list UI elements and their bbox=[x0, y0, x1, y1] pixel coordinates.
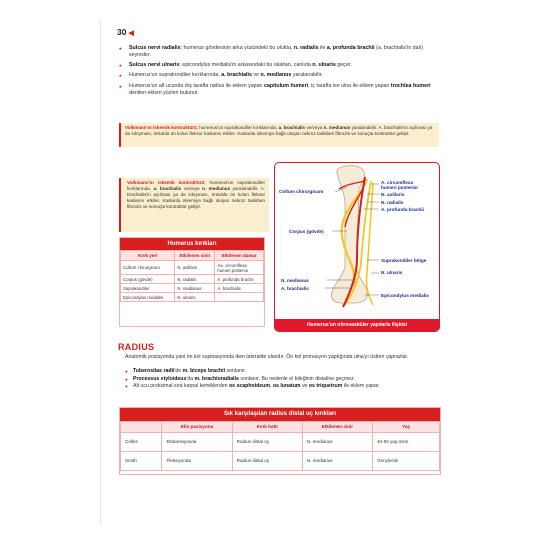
table-cell: Epicondylus medialis bbox=[121, 293, 175, 302]
table-cell: Radius distal uç bbox=[232, 433, 302, 452]
table-cell: N. axillaris bbox=[175, 261, 215, 275]
table-cell: Fleksiyonda bbox=[162, 452, 232, 471]
table-cell: Ekstansiyonda bbox=[162, 433, 232, 452]
page-margin-line bbox=[100, 20, 101, 525]
table-cell: N. medianus bbox=[302, 452, 372, 471]
humerus-bone-shape bbox=[331, 166, 367, 303]
table-cell: N. ulnaris bbox=[175, 293, 215, 302]
table-cell bbox=[215, 293, 264, 302]
bullet-item: ● Alt ucu proksimal sıra karpal kemiklerden os scaphoideum, os lunatum ve os triquetrum ile eklem yapar. bbox=[125, 383, 439, 390]
bullet-item: ● Humerus'un suprakondiler kırıklarında, a. brachialis ve n. medianus yaralanabilir. bbox=[119, 72, 439, 79]
column-header: Elin pozisyonu bbox=[162, 422, 232, 433]
column-header: Etkilenen sinir bbox=[302, 422, 372, 433]
table-cell: A. brachialis bbox=[215, 284, 264, 293]
humerus-fractures-table-box bbox=[119, 237, 265, 327]
column-header: Kırık yeri bbox=[121, 251, 175, 261]
label-n-medianus: N. medianus bbox=[281, 278, 309, 283]
table-cell: N. radialis bbox=[175, 275, 215, 284]
bullet-item: ● Sulcus nervi radialis; humerus gövdesinin arka yüzündeki bu oluktа, n. radialis ile a. profunda brachii (a. brachialis'in dalı) seyreder. bbox=[119, 45, 439, 59]
label-corpus: Corpus (gövde) bbox=[289, 229, 324, 234]
radius-heading: RADIUS bbox=[118, 342, 155, 352]
label-a-profunda-brachii: A. profunda brachii bbox=[381, 207, 424, 212]
column-header: Yaş bbox=[372, 422, 439, 433]
table-cell: Aa. circumflexa humeri posterior bbox=[215, 261, 264, 275]
volkmann-note-box-side: Volkmann'ın iskemik kontraktürü; humerus'un suprakondiler kırıklarında, a. brachialis ve/veya n. medianus yaralanabilir. A. brachialis'in açılması ya da sıkışması, önkolda ön kolun fleksor kaslarını etkiler. Kaslarda iskemiye bağlı oluşan nekroz taskiben fibrozis ve sonuçta kontraktür gelişir. bbox=[119, 178, 269, 232]
table-cell: 40-50 yaş üzeri bbox=[372, 433, 439, 452]
page-number: 30 ◀ bbox=[117, 27, 134, 37]
humerus-bullet-list bbox=[119, 45, 439, 100]
table-header-row bbox=[121, 422, 440, 433]
column-header: Etkilenen damar bbox=[215, 251, 264, 261]
radius-bullet-list bbox=[125, 368, 439, 391]
label-n-axillaris: N. axillaris bbox=[381, 192, 405, 197]
table-row bbox=[121, 261, 264, 275]
table-row bbox=[121, 284, 264, 293]
bullet-item: ● Tuberositas radii'de m. biceps brachii sonlanır. bbox=[125, 368, 439, 375]
humerus-neurovascular-figure bbox=[274, 162, 440, 332]
page-arrow-icon: ◀ bbox=[128, 30, 134, 37]
volkmann-note-box: Volkmann'ın iskemik kontraktürü; humerus'un suprakondiler kırıklarında, a. brachialis ve/veya n. medianus yaralanabilir. A. brachialis'in açılması ya da sıkışması, önkolda ön kolun fleksor kaslarını etkiler. Kaslarda iskemiye bağlı oluşan nekroz taskiben fibrozis ve sonuçta kontraktür gelişir. bbox=[119, 123, 439, 147]
figure-caption: Humerus'un nörovasküler yapılarla ilişkisi bbox=[275, 319, 439, 331]
table-cell: Smith bbox=[121, 452, 162, 471]
bullet-item: ● Humerus'un alt ucunda dış tarafta radius ile eklem yapan capitulum humeri, iç tarafta ise ulna ile eklem yapan trochlea humeri denilen eklem yüzleri bulunur. bbox=[119, 83, 439, 97]
table-cell: Colles bbox=[121, 433, 162, 452]
table-cell: Corpus (gövde) bbox=[121, 275, 175, 284]
humerus-table-title: Humerus kırıkları bbox=[120, 238, 264, 250]
label-collum-chirurgicum: Collum chirurgicum bbox=[279, 189, 324, 194]
table-header-row bbox=[121, 251, 264, 261]
label-circumflexa: A. circumflexa humeri posterior bbox=[381, 180, 419, 190]
bullet-item: ● Sulcus nervi ulnaris; epicondylus medialis'in arkasındaki bu oluktan, canlıda n. ulnaris geçer. bbox=[119, 62, 439, 69]
table-row bbox=[121, 275, 264, 284]
column-header: Kırık hattı bbox=[232, 422, 302, 433]
column-header: Etkilenen sinir bbox=[175, 251, 215, 261]
column-header bbox=[121, 422, 162, 433]
table-cell: Collum chirurgicum bbox=[121, 261, 175, 275]
table-row bbox=[121, 433, 440, 452]
table-row bbox=[121, 293, 264, 302]
radius-fractures-table bbox=[120, 421, 440, 471]
table-row bbox=[121, 452, 440, 471]
radius-table-title: Sık karşılaşılan radius distal uç kırıkları bbox=[120, 408, 440, 421]
label-suprakondiler: Suprakondiler bölge bbox=[381, 258, 427, 263]
table-cell: N. medianus bbox=[175, 284, 215, 293]
table-cell: Radius distal uç bbox=[232, 452, 302, 471]
humerus-fractures-table bbox=[120, 250, 264, 302]
table-cell: A. profunda brachii bbox=[215, 275, 264, 284]
table-cell: Gençlerde bbox=[372, 452, 439, 471]
label-a-brachialis: A. brachialis bbox=[281, 286, 309, 291]
radius-paragraph: Anatomik pozisyonda yani ön kol supinasyonda iken lateralde olandır. Ön kol pronasyon yaptığında ulna'yı üstten çaprazlar. bbox=[125, 354, 409, 360]
label-epicondylus-medialis: Epicondylus medialis bbox=[381, 293, 429, 298]
label-n-ulnaris: N. ulnaris bbox=[381, 270, 403, 275]
radius-fractures-table-box bbox=[119, 407, 441, 475]
label-n-radialis: N. radialis bbox=[381, 200, 404, 205]
table-cell: Suprakondiler bbox=[121, 284, 175, 293]
bullet-item: ● Processus styloideus'da m. brachioradialis sonlanır. Bu nedenle el bileğinin distalinе geçmez. bbox=[125, 376, 439, 383]
table-cell: N. medianus bbox=[302, 433, 372, 452]
